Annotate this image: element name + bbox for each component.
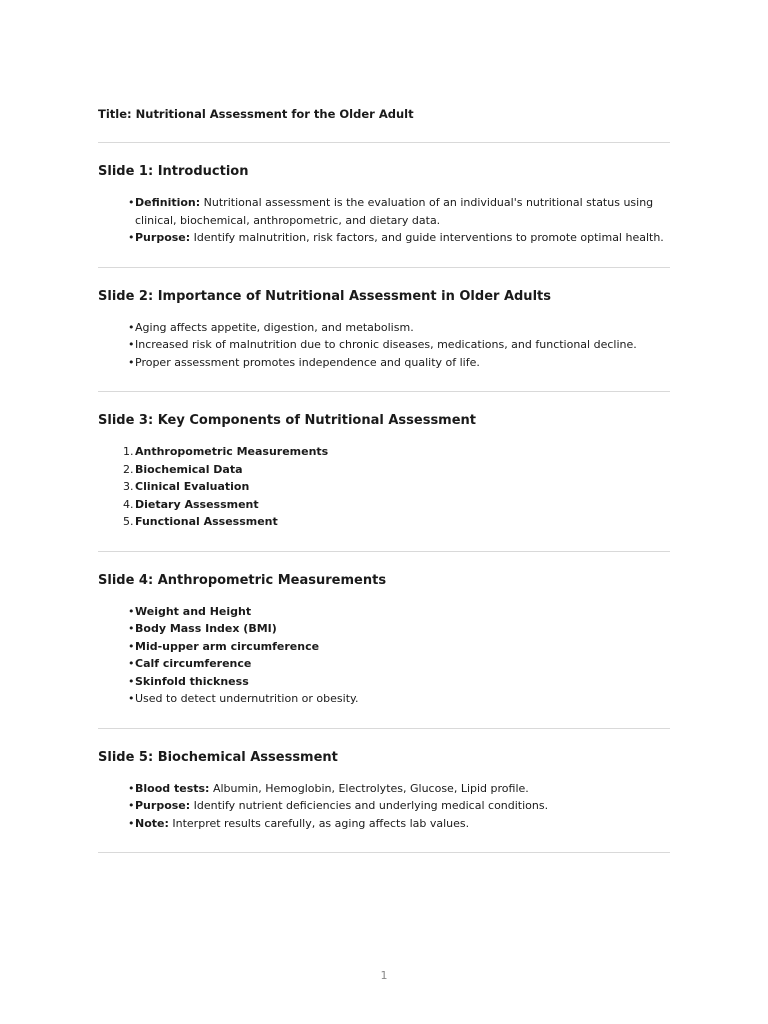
bullet-label: Purpose: [135, 231, 191, 244]
page-number: 1 [380, 969, 388, 982]
item-number: 3. [123, 480, 134, 493]
bullet-text: Identify nutrient deficiencies and underlying medical conditions. [190, 799, 549, 812]
bullet-label: Purpose: [135, 799, 191, 812]
item-text: Functional Assessment [135, 515, 278, 528]
document-page [98, 106, 670, 853]
list-item [98, 797, 670, 815]
list-item [98, 780, 670, 798]
bullet-label: Calf circumference [135, 657, 252, 670]
item-text: Biochemical Data [135, 462, 243, 476]
document-title: Title: Nutritional Assessment for the Older Adult [98, 107, 414, 121]
item-number: 1. [123, 445, 134, 458]
bullet-text: Albumin, Hemoglobin, Electrolytes, Glucose, Lipid profile. [209, 781, 529, 795]
item-number: 2. [123, 462, 134, 476]
list-item: • Used to detect undernutrition or obesity. [98, 690, 670, 708]
bullet-label: Blood tests: [135, 781, 210, 795]
divider [98, 852, 670, 853]
slide-5-bullet-list [98, 780, 670, 833]
bullet-text: Identify malnutrition, risk factors, and guide interventions to promote optimal health. [190, 231, 664, 244]
list-item [98, 673, 670, 691]
bullet-text: Interpret results carefully, as aging affects lab values. [168, 816, 470, 830]
list-item [98, 443, 670, 461]
item-text: Anthropometric Measurements [135, 445, 329, 458]
bullet-label: Note: [135, 816, 169, 830]
list-item [98, 513, 670, 531]
list-item [98, 478, 670, 496]
slide-3-numbered-list [98, 443, 670, 531]
list-item [98, 655, 670, 673]
slide-2-bullet-list [98, 319, 670, 372]
slide-2-section [98, 268, 670, 392]
slide-4-bullet-list [98, 603, 670, 708]
item-text: Dietary Assessment [135, 497, 259, 511]
slide-2-heading: Slide 2: Importance of Nutritional Assessment in Older Adults [98, 288, 551, 304]
list-item [98, 603, 670, 621]
slide-5-heading: Slide 5: Biochemical Assessment [98, 749, 338, 765]
item-text: Clinical Evaluation [135, 480, 250, 493]
slide-3-heading: Slide 3: Key Components of Nutritional Assessment [98, 413, 477, 428]
bullet-label: Mid-upper arm circumference [135, 639, 320, 653]
list-item [98, 229, 670, 247]
list-item [98, 638, 670, 656]
list-item [98, 461, 670, 479]
slide-5-section [98, 729, 670, 853]
bullet-label: Weight and Height [135, 604, 252, 618]
list-item: • Proper assessment promotes independence and quality of life. [98, 354, 670, 372]
slide-1-section [98, 143, 670, 267]
list-item [98, 620, 670, 638]
slide-3-section [98, 392, 670, 551]
bullet-label: Skinfold thickness [135, 674, 249, 688]
list-item: • Increased risk of malnutrition due to chronic diseases, medications, and functional decline. [98, 336, 670, 354]
list-item [98, 194, 670, 229]
list-item [98, 815, 670, 833]
list-item [98, 496, 670, 514]
bullet-text: Nutritional assessment is the evaluation of an individual's nutritional status using clinical, biochemical, anthropometric, and dietary data. [135, 196, 654, 227]
slide-1-bullet-list [98, 194, 670, 247]
bullet-label: Definition: [135, 196, 201, 209]
slide-4-section [98, 552, 670, 728]
item-number: 5. [123, 515, 134, 528]
slide-1-heading: Slide 1: Introduction [98, 164, 249, 179]
item-number: 4. [123, 497, 134, 511]
slide-4-heading: Slide 4: Anthropometric Measurements [98, 572, 387, 588]
bullet-label: Body Mass Index (BMI) [135, 622, 277, 635]
list-item: • Aging affects appetite, digestion, and metabolism. [98, 319, 670, 337]
